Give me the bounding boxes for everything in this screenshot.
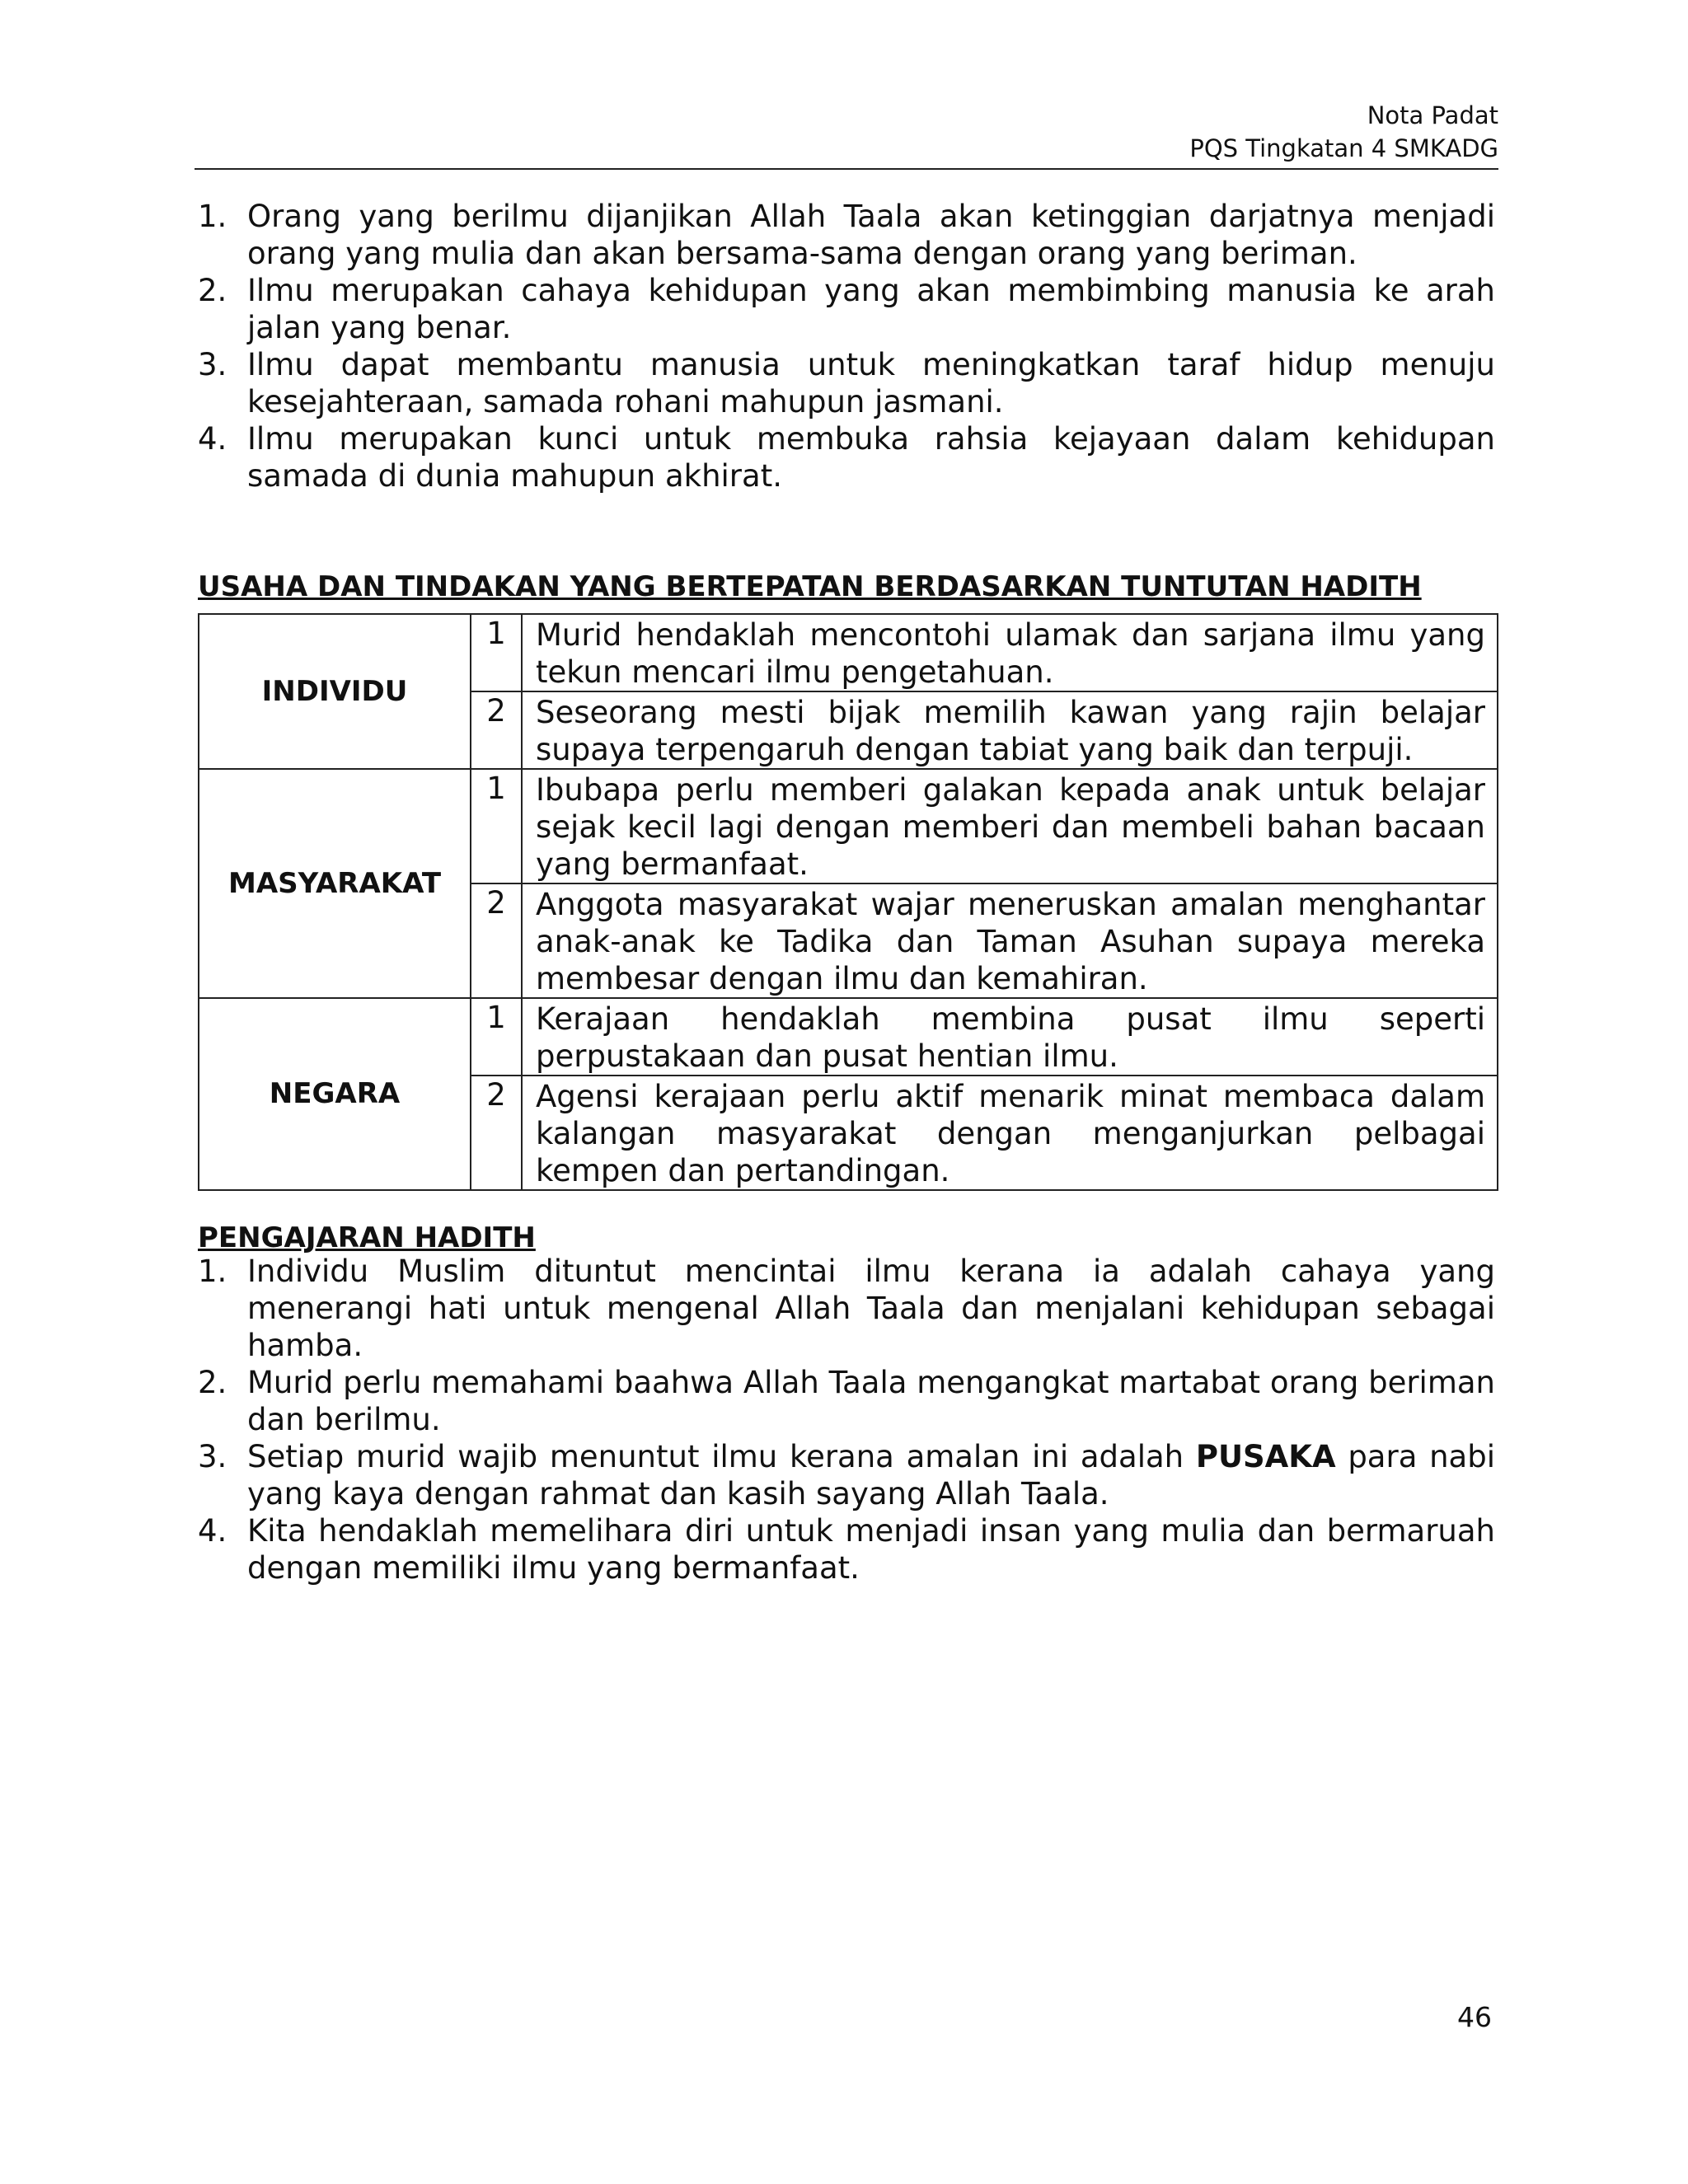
item-text: Murid perlu memahami baahwa Allah Taala mengangkat martabat orang beriman dan berilmu. [247, 1365, 1495, 1437]
page-number: 46 [1457, 2001, 1492, 2033]
item-text-before: Setiap murid wajib menuntut ilmu kerana amalan ini adalah [247, 1439, 1196, 1474]
section-heading-actions: USAHA DAN TINDAKAN YANG BERTEPATAN BERDASARKAN TUNTUTAN HADITH [198, 570, 1422, 603]
item-text: Ilmu merupakan cahaya kehidupan yang akan membimbing manusia ke arah jalan yang benar. [247, 273, 1495, 345]
item-number: 3. [198, 347, 227, 382]
row-number: 1 [471, 769, 522, 883]
row-text: Ibubapa perlu memberi galakan kepada anak untuk belajar sejak kecil lagi dengan memberi dan membeli bahan bacaan yang bermanfaat. [522, 769, 1498, 883]
list-item [198, 1364, 1495, 1438]
list-item [198, 272, 1495, 346]
row-text: Murid hendaklah mencontohi ulamak dan sarjana ilmu yang tekun mencari ilmu pengetahuan. [522, 614, 1498, 691]
row-text: Seseorang mesti bijak memilih kawan yang rajin belajar supaya terpengaruh dengan tabiat yang baik dan terpuji. [522, 691, 1498, 769]
item-text: Ilmu dapat membantu manusia untuk meningkatkan taraf hidup menuju kesejahteraan, samada rohani mahupun jasmani. [247, 347, 1495, 419]
list-item [198, 346, 1495, 420]
item-text-after: para nabi yang kaya dengan rahmat dan kasih sayang Allah Taala. [247, 1439, 1495, 1511]
header-subtitle: PQS Tingkatan 4 SMKADG [1189, 134, 1498, 162]
item-text: Individu Muslim dituntut mencintai ilmu kerana ia adalah cahaya yang menerangi hati untuk mengenal Allah Taala dan menjalani kehidupan sebagai hamba. [247, 1254, 1495, 1363]
section-heading-lessons: PENGAJARAN HADITH [198, 1221, 536, 1254]
list-item [198, 1438, 1495, 1512]
item-text: Orang yang berilmu dijanjikan Allah Taala akan ketinggian darjatnya menjadi orang yang mulia dan akan bersama-sama dengan orang yang beriman. [247, 199, 1495, 271]
intro-list [198, 198, 1495, 494]
category-cell: MASYARAKAT [199, 769, 471, 998]
row-number: 1 [471, 998, 522, 1076]
item-text: Kita hendaklah memelihara diri untuk menjadi insan yang mulia dan bermaruah dengan memiliki ilmu yang bermanfaat. [247, 1513, 1495, 1586]
category-cell: INDIVIDU [199, 614, 471, 769]
row-number: 2 [471, 1076, 522, 1190]
lesson-list [198, 1253, 1495, 1586]
item-number: 3. [198, 1439, 227, 1474]
emphasis-pusaka: PUSAKA [1195, 1439, 1336, 1474]
header-title: Nota Padat [1367, 101, 1498, 129]
page-header [195, 99, 1498, 170]
category-cell: NEGARA [199, 998, 471, 1190]
item-number: 1. [198, 199, 227, 234]
actions-table [198, 613, 1498, 1191]
item-text: Ilmu merupakan kunci untuk membuka rahsia kejayaan dalam kehidupan samada di dunia mahupun akhirat. [247, 421, 1495, 494]
table-row [199, 998, 1498, 1076]
item-number: 4. [198, 421, 227, 457]
item-number: 4. [198, 1513, 227, 1549]
row-number: 2 [471, 883, 522, 998]
table-row [199, 614, 1498, 691]
list-item [198, 420, 1495, 494]
row-text: Anggota masyarakat wajar meneruskan amalan menghantar anak-anak ke Tadika dan Taman Asuhan supaya mereka membesar dengan ilmu dan kemahiran. [522, 883, 1498, 998]
list-item [198, 1512, 1495, 1586]
row-text: Agensi kerajaan perlu aktif menarik minat membaca dalam kalangan masyarakat dengan menganjurkan pelbagai kempen dan pertandingan. [522, 1076, 1498, 1190]
row-number: 1 [471, 614, 522, 691]
item-number: 1. [198, 1254, 227, 1289]
table-row [199, 769, 1498, 883]
list-item [198, 198, 1495, 272]
list-item [198, 1253, 1495, 1364]
row-number: 2 [471, 691, 522, 769]
item-number: 2. [198, 1365, 227, 1400]
item-number: 2. [198, 273, 227, 308]
row-text: Kerajaan hendaklah membina pusat ilmu seperti perpustakaan dan pusat hentian ilmu. [522, 998, 1498, 1076]
